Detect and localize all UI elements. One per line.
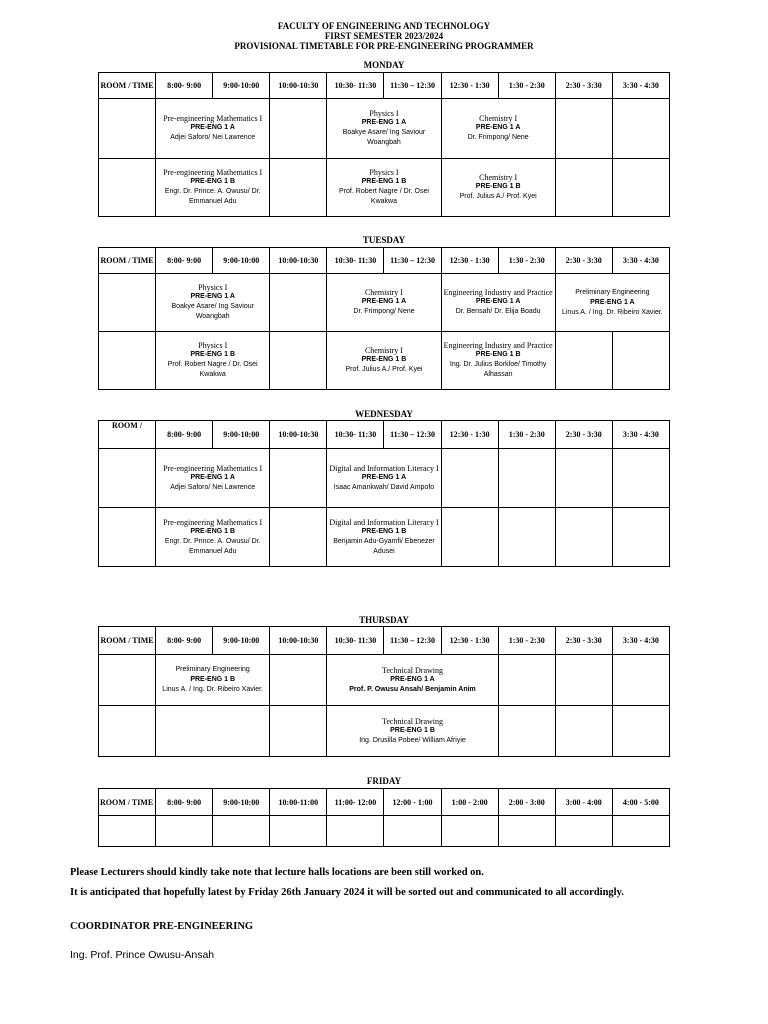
- group-label: PRE-ENG 1 A: [190, 473, 235, 481]
- time-header: 2:30 - 3:30: [555, 421, 612, 449]
- empty-cell: [498, 655, 555, 706]
- lecturer-name: Ing. Dr. Julius Borkloe/ Timothy Alhassan: [449, 361, 547, 378]
- time-header: 1:30 - 2:30: [498, 627, 555, 655]
- time-header: 12:30 - 1:30: [441, 627, 498, 655]
- course-title: Pre-engineering Mathematics I: [163, 168, 263, 177]
- room-cell: [99, 449, 156, 508]
- course-title: Digital and Information Literacy I: [329, 463, 439, 473]
- coordinator-name: Ing. Prof. Prince Owusu-Ansah: [70, 949, 215, 961]
- course-title: Chemistry I: [364, 288, 403, 297]
- group-label: PRE-ENG 1 A: [361, 298, 407, 305]
- time-header: 4:00 - 5:00: [612, 789, 669, 816]
- empty-cell: [555, 706, 612, 757]
- group-label: PRE-ENG 1 B: [390, 726, 435, 734]
- table-row: [99, 159, 670, 217]
- header-line-3: PROVISIONAL TIMETABLE FOR PRE-ENGINEERING PROGRAMMER: [234, 41, 534, 51]
- empty-cell: [612, 332, 669, 390]
- lecturer-name: Prof. Robert Nagre / Dr. Osei Kwakwa: [167, 361, 258, 378]
- group-label: PRE-ENG 1 B: [190, 676, 236, 683]
- thursday-table: [98, 626, 670, 757]
- course-title: Physics I: [369, 168, 399, 177]
- empty-cell: [99, 816, 156, 847]
- time-header: 3:00 - 4:00: [555, 789, 612, 816]
- time-header: 10:00-10:30: [270, 627, 327, 655]
- time-header: 11:30 – 12:30: [384, 421, 441, 449]
- empty-cell: [156, 706, 270, 757]
- course-title: Technical Drawing: [382, 716, 443, 726]
- course-title: Preliminary Engineering: [175, 666, 250, 673]
- empty-cell: [612, 655, 669, 706]
- class-cell: [156, 274, 270, 332]
- empty-cell: [270, 816, 327, 847]
- empty-cell: [270, 274, 327, 332]
- empty-cell: [327, 816, 384, 847]
- time-header: 10:30- 11:30: [327, 627, 384, 655]
- lecturer-name: Engr. Dr. Prince. A. Owusu/ Dr. Emmanuel Adu: [164, 537, 261, 555]
- group-label: PRE-ENG 1 A: [361, 473, 407, 481]
- time-header: 10:00-10:30: [270, 248, 327, 274]
- time-header: 11:30 – 12:30: [384, 73, 441, 99]
- lecturer-name: Dr. Bensah/ Dr. Elija Boadu: [455, 308, 541, 315]
- room-time-header: ROOM / TIME: [99, 73, 156, 99]
- lecturer-name: Linus A. / Ing. Dr. Ribeiro Xavier.: [162, 686, 264, 693]
- class-cell: [156, 655, 270, 706]
- table-row: [99, 99, 670, 159]
- class-cell: [327, 274, 441, 332]
- empty-cell: [270, 159, 327, 217]
- coordinator-title: COORDINATOR PRE-ENGINEERING: [70, 921, 254, 932]
- group-label: PRE-ENG 1 B: [475, 183, 521, 190]
- class-cell: [156, 99, 270, 159]
- class-cell: [327, 332, 441, 390]
- lecturer-name: Adjei Saforo/ Nei Lawrence: [170, 134, 256, 141]
- empty-cell: [213, 816, 270, 847]
- empty-cell: [555, 449, 612, 508]
- header-row: [99, 73, 670, 99]
- header-line-2: FIRST SEMESTER 2023/2024: [324, 31, 444, 41]
- group-label: PRE-ENG 1 A: [475, 298, 521, 305]
- class-cell: [441, 159, 555, 217]
- empty-cell: [555, 99, 612, 159]
- room-cell: [99, 655, 156, 706]
- table-row: [99, 332, 670, 390]
- class-cell: [327, 508, 441, 567]
- room-cell: [99, 332, 156, 390]
- room-cell: [99, 706, 156, 757]
- empty-cell: [270, 332, 327, 390]
- time-header: 2:30 - 3:30: [555, 73, 612, 99]
- time-header: 10:30- 11:30: [327, 248, 384, 274]
- time-header: 3:30 - 4:30: [612, 421, 669, 449]
- lecturer-name: Engr. Dr. Prince. A. Owusu/ Dr. Emmanuel Adu: [164, 188, 261, 205]
- empty-cell: [555, 332, 612, 390]
- note-line-2: It is anticipated that hopefully latest by Friday 26th January 2024 it will be sorted out and communicated to all accordingly.: [70, 887, 624, 898]
- header-line-1: FACULTY OF ENGINEERING AND TECHNOLOGY: [277, 21, 491, 31]
- empty-cell: [498, 706, 555, 757]
- empty-cell: [498, 508, 555, 567]
- empty-cell: [270, 508, 327, 567]
- table-row: [99, 706, 670, 757]
- empty-cell: [612, 816, 669, 847]
- class-cell: [156, 449, 270, 508]
- class-cell: [441, 99, 555, 159]
- time-header: 2:30 - 3:30: [555, 248, 612, 274]
- time-header: 10:30- 11:30: [327, 421, 384, 449]
- lecturer-name: Adjei Saforo/ Nei Lawrence: [170, 483, 256, 491]
- empty-cell: [555, 159, 612, 217]
- friday-table: [98, 788, 670, 847]
- course-title: Technical Drawing: [382, 665, 443, 675]
- class-cell: [327, 655, 498, 706]
- class-cell: [327, 159, 441, 217]
- course-title: Physics I: [198, 283, 228, 292]
- time-header: 3:30 - 4:30: [612, 73, 669, 99]
- course-title: Pre-engineering Mathematics I: [163, 517, 263, 527]
- time-header: 9:00-10:00: [213, 789, 270, 816]
- empty-cell: [612, 159, 669, 217]
- lecturer-name: Prof. Julius A./ Prof. Kyei: [345, 366, 423, 373]
- class-cell: [555, 274, 669, 332]
- group-label: PRE-ENG 1 B: [475, 351, 521, 358]
- time-header: 2:30 - 3:30: [555, 627, 612, 655]
- lecturer-name: Isaac Amankwah/ David Ampofo: [333, 483, 435, 491]
- class-cell: [327, 449, 441, 508]
- table-row: [99, 508, 670, 567]
- empty-cell: [555, 508, 612, 567]
- monday-table: [98, 72, 670, 217]
- course-title: Pre-engineering Mathematics I: [163, 114, 263, 123]
- lecturer-name: Dr. Frimpong/ Nene: [467, 134, 529, 141]
- room-cell: [99, 274, 156, 332]
- table-row: [99, 816, 670, 847]
- time-header: 12:30 - 1:30: [441, 248, 498, 274]
- time-header: 1:30 - 2:30: [498, 421, 555, 449]
- room-cell: [99, 508, 156, 567]
- empty-cell: [612, 706, 669, 757]
- monday-title: MONDAY: [363, 60, 405, 70]
- header-row: [99, 627, 670, 655]
- group-label: PRE-ENG 1 B: [190, 178, 236, 185]
- time-header: 10:30- 11:30: [327, 73, 384, 99]
- wednesday-table: [98, 420, 670, 567]
- group-label: PRE-ENG 1 B: [190, 351, 236, 358]
- empty-cell: [270, 655, 327, 706]
- empty-cell: [612, 99, 669, 159]
- empty-cell: [498, 816, 555, 847]
- group-label: PRE-ENG 1 A: [590, 298, 635, 306]
- class-cell: [327, 706, 498, 757]
- room-time-header: ROOM / TIME: [99, 789, 156, 816]
- note-line-1: Please Lecturers should kindly take note that lecture halls locations are been still worked on.: [70, 867, 484, 878]
- lecturer-name: Linus A. / Ing. Dr. Ribeiro Xavier.: [561, 308, 663, 316]
- lecturer-name: Dr. Frimpong/ Nene: [353, 308, 415, 315]
- time-header: 1:30 - 2:30: [498, 248, 555, 274]
- class-cell: [156, 159, 270, 217]
- time-header: 2:00 - 3:00: [498, 789, 555, 816]
- time-header: 11:00- 12:00: [327, 789, 384, 816]
- table-row: [99, 655, 670, 706]
- group-label: PRE-ENG 1 B: [361, 178, 407, 185]
- class-cell: [327, 99, 441, 159]
- lecturer-name: Boakye Asare/ Ing Saviour Woangbah: [342, 129, 426, 146]
- doc-header: [0, 21, 768, 51]
- room-time-header: ROOM / TIME: [99, 248, 156, 274]
- group-label: PRE-ENG 1 B: [190, 527, 236, 535]
- time-header: 11:30 – 12:30: [384, 248, 441, 274]
- time-header: 8:00- 9:00: [156, 627, 213, 655]
- time-header: 8:00- 9:00: [156, 789, 213, 816]
- time-header: 10:00-11:00: [270, 789, 327, 816]
- friday-title: FRIDAY: [366, 776, 402, 786]
- time-header: 9:00-10:00: [213, 73, 270, 99]
- lecturer-name: Prof. Julius A./ Prof. Kyei: [459, 193, 537, 200]
- time-header: 11:30 – 12:30: [384, 627, 441, 655]
- empty-cell: [498, 449, 555, 508]
- group-label: PRE-ENG 1 A: [190, 293, 235, 300]
- course-title: Chemistry I: [479, 173, 518, 182]
- empty-cell: [441, 508, 498, 567]
- header-row: [99, 789, 670, 816]
- time-header: 12:00 - 1:00: [384, 789, 441, 816]
- empty-cell: [612, 449, 669, 508]
- time-header: 8:00- 9:00: [156, 421, 213, 449]
- table-row: [99, 449, 670, 508]
- class-cell: [441, 274, 555, 332]
- table-row: [99, 274, 670, 332]
- empty-cell: [270, 99, 327, 159]
- group-label: PRE-ENG 1 A: [390, 675, 435, 683]
- group-label: PRE-ENG 1 A: [475, 124, 521, 131]
- time-header: 8:00- 9:00: [156, 73, 213, 99]
- lecturer-name: Boakye Asare/ Ing Saviour Woangbah: [171, 303, 254, 320]
- empty-cell: [555, 816, 612, 847]
- group-label: PRE-ENG 1 A: [190, 124, 235, 131]
- time-header: 1:00 - 2:00: [441, 789, 498, 816]
- course-title: Digital and Information Literacy I: [329, 517, 439, 527]
- empty-cell: [612, 508, 669, 567]
- course-title: Physics I: [198, 341, 228, 350]
- course-title: Chemistry I: [364, 346, 403, 355]
- course-title: Preliminary Engineering: [575, 288, 650, 296]
- empty-cell: [555, 655, 612, 706]
- time-header: 3:30 - 4:30: [612, 248, 669, 274]
- room-time-header: ROOM /: [99, 421, 156, 449]
- time-header: 9:00-10:00: [213, 421, 270, 449]
- course-title: Physics I: [369, 109, 399, 118]
- course-title: Engineering Industry and Practice: [443, 341, 553, 350]
- class-cell: [156, 508, 270, 567]
- wednesday-title: WEDNESDAY: [355, 409, 413, 419]
- course-title: Engineering Industry and Practice: [443, 288, 553, 297]
- tuesday-title: TUESDAY: [362, 235, 406, 245]
- time-header: 12:30 - 1:30: [441, 73, 498, 99]
- time-header: 3:30 - 4:30: [612, 627, 669, 655]
- time-header: 9:00-10:00: [213, 627, 270, 655]
- course-title: Pre-engineering Mathematics I: [163, 463, 263, 473]
- time-header: 10:00-10:30: [270, 73, 327, 99]
- empty-cell: [441, 816, 498, 847]
- time-header: 9:00-10:00: [213, 248, 270, 274]
- empty-cell: [384, 816, 441, 847]
- empty-cell: [270, 449, 327, 508]
- time-header: 1:30 - 2:30: [498, 73, 555, 99]
- empty-cell: [156, 816, 213, 847]
- lecturer-name: Prof. Robert Nagre / Dr. Osei Kwakwa: [339, 188, 429, 205]
- room-cell: [99, 159, 156, 217]
- header-row: [99, 248, 670, 274]
- empty-cell: [270, 706, 327, 757]
- empty-cell: [441, 449, 498, 508]
- group-label: PRE-ENG 1 B: [361, 356, 407, 363]
- class-cell: [441, 332, 555, 390]
- time-header: 8:00- 9:00: [156, 248, 213, 274]
- tuesday-table: [98, 247, 670, 390]
- time-header: 10:00-10:30: [270, 421, 327, 449]
- room-time-header: ROOM / TIME: [99, 627, 156, 655]
- course-title: Chemistry I: [479, 114, 518, 123]
- lecturer-name: Benjamin Adu-Gyamfi/ Ebenezer Adusei: [333, 537, 435, 555]
- header-row: [99, 421, 670, 449]
- room-cell: [99, 99, 156, 159]
- lecturer-name: Prof. P. Owusu Ansah/ Benjamin Anim: [349, 685, 476, 693]
- thursday-title: THURSDAY: [359, 615, 409, 625]
- lecturer-name: Ing. Drusilla Pobee/ William Afriyie: [359, 736, 466, 744]
- group-label: PRE-ENG 1 A: [361, 119, 407, 126]
- time-header: 12:30 - 1:30: [441, 421, 498, 449]
- class-cell: [156, 332, 270, 390]
- group-label: PRE-ENG 1 B: [361, 527, 407, 535]
